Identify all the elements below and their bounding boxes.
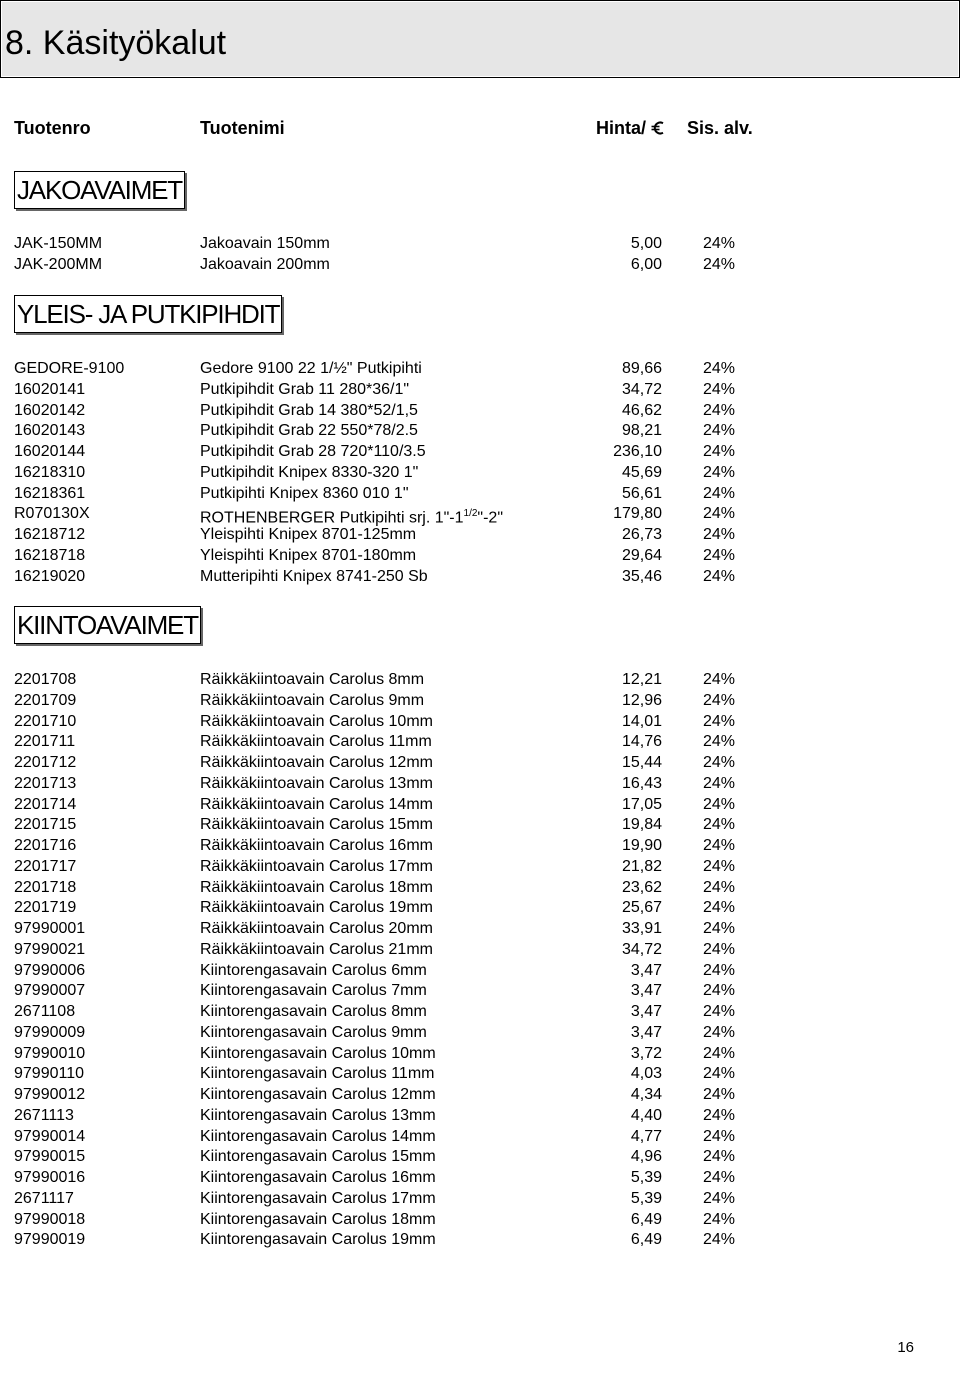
product-number: 97990110 xyxy=(14,1065,84,1083)
product-price: 19,84 xyxy=(621,816,662,834)
product-number: 16218361 xyxy=(14,484,86,502)
product-number: 97990012 xyxy=(14,1086,86,1103)
product-price: 17,05 xyxy=(621,795,662,813)
product-price: 98,21 xyxy=(621,422,662,440)
product-price: 5,00 xyxy=(630,235,662,252)
product-name: Räikkäkiintoavain Carolus 11mm xyxy=(200,733,432,751)
product-name: Yleispihti Knipex 8701-180mm xyxy=(200,546,417,564)
product-name: Kiintorengasavain Carolus 13mm xyxy=(200,1106,436,1124)
product-name: Kiintorengasavain Carolus 14mm xyxy=(200,1127,436,1145)
table-row xyxy=(0,690,960,711)
product-name: Räikkäkiintoavain Carolus 15mm xyxy=(200,816,433,834)
product-name: Mutteripihti Knipex 8741-250 Sb xyxy=(200,567,428,585)
product-number: JAK-200MM xyxy=(14,255,103,273)
product-price: 21,82 xyxy=(621,857,662,875)
product-price: 14,01 xyxy=(621,712,662,730)
product-number: 2201717 xyxy=(14,857,77,875)
product-name: Räikkäkiintoavain Carolus 12mm xyxy=(200,754,433,771)
product-number: 2201714 xyxy=(14,795,77,813)
product-number: 97990007 xyxy=(14,982,86,1000)
product-name: Putkipihdit Grab 11 280*36/1" xyxy=(200,380,410,398)
product-name-sup: 1/2 xyxy=(463,508,478,520)
product-number: 2671108 xyxy=(14,1003,76,1020)
table-row xyxy=(0,358,960,379)
product-price: 15,44 xyxy=(621,754,662,771)
product-name: Putkipihdit Grab 28 720*110/3.5 xyxy=(200,443,426,460)
product-name: Putkipihdit Grab 22 550*78/2.5 xyxy=(200,422,418,440)
page-title-bar xyxy=(0,0,960,78)
product-name: Kiintorengasavain Carolus 17mm xyxy=(200,1189,436,1207)
vat-rate: 24% xyxy=(702,816,735,834)
table-row xyxy=(0,918,960,939)
table-row xyxy=(0,835,960,856)
table-row xyxy=(0,1146,960,1167)
table-row xyxy=(0,980,960,1001)
product-price: 16,43 xyxy=(621,774,662,792)
product-price: 3,47 xyxy=(630,961,662,979)
vat-rate: 24% xyxy=(702,878,735,896)
product-number: 16218718 xyxy=(14,546,86,564)
section-title: YLEIS- JA PUTKIPIHDIT xyxy=(14,295,282,333)
vat-rate: 24% xyxy=(702,1189,735,1207)
vat-rate: 24% xyxy=(702,1003,735,1020)
product-name: Kiintorengasavain Carolus 9mm xyxy=(200,1023,427,1041)
vat-rate: 24% xyxy=(702,443,735,460)
vat-rate: 24% xyxy=(702,940,735,958)
vat-rate: 24% xyxy=(702,671,735,688)
product-name: Putkipihdit Knipex 8330-320 1" xyxy=(200,463,419,481)
product-number: 2671117 xyxy=(14,1189,74,1207)
table-row xyxy=(0,814,960,835)
product-name: Jakoavain 150mm xyxy=(200,235,330,252)
product-name: Yleispihti Knipex 8701-125mm xyxy=(200,526,417,543)
product-name: Kiintorengasavain Carolus 7mm xyxy=(200,982,427,1000)
product-price: 56,61 xyxy=(621,484,662,502)
product-number: 97990016 xyxy=(14,1169,86,1186)
header-hinta xyxy=(596,117,665,139)
table-row xyxy=(0,503,960,527)
product-number: GEDORE-9100 xyxy=(14,360,125,377)
table-row xyxy=(0,1126,960,1147)
table-row xyxy=(0,731,960,752)
table-row xyxy=(0,856,960,877)
product-number: 16020142 xyxy=(14,401,86,419)
product-name: Kiintorengasavain Carolus 19mm xyxy=(200,1231,436,1249)
product-name-main: ROTHENBERGER Putkipihti srj. 1"-1 xyxy=(200,509,464,527)
table-row xyxy=(0,1105,960,1126)
table-row xyxy=(0,897,960,918)
product-number: 2201709 xyxy=(14,691,77,709)
product-number: 97990006 xyxy=(14,961,86,979)
product-name: Kiintorengasavain Carolus 8mm xyxy=(200,1003,427,1020)
table-row xyxy=(0,1229,960,1250)
table-row xyxy=(0,420,960,441)
product-name: Gedore 9100 22 1/½" Putkipihti xyxy=(200,360,422,377)
vat-rate: 24% xyxy=(702,691,735,709)
table-row xyxy=(0,1043,960,1064)
product-price: 4,96 xyxy=(630,1148,662,1166)
vat-rate: 24% xyxy=(702,1023,735,1041)
vat-rate: 24% xyxy=(702,255,735,273)
vat-rate: 24% xyxy=(702,526,735,543)
product-number: 2201711 xyxy=(14,733,76,751)
product-price: 46,62 xyxy=(621,401,662,419)
product-name-end: "-2" xyxy=(477,509,504,527)
product-name: Räikkäkiintoavain Carolus 18mm xyxy=(200,878,433,896)
product-name: Räikkäkiintoavain Carolus 14mm xyxy=(200,795,433,813)
vat-rate: 24% xyxy=(702,982,735,1000)
product-price: 25,67 xyxy=(621,899,662,917)
vat-rate: 24% xyxy=(702,920,735,937)
vat-rate: 24% xyxy=(702,837,735,854)
product-number: 97990019 xyxy=(14,1231,86,1249)
product-number: 97990018 xyxy=(14,1210,86,1228)
product-price: 26,73 xyxy=(621,526,662,543)
header-hinta-label: Hinta/ xyxy=(596,118,647,138)
vat-rate: 24% xyxy=(702,235,735,252)
product-number: 16020144 xyxy=(14,443,86,460)
table-row xyxy=(0,233,960,254)
product-price: 89,66 xyxy=(621,360,662,377)
product-price: 236,10 xyxy=(613,443,662,460)
table-row xyxy=(0,669,960,690)
vat-rate: 24% xyxy=(702,899,735,917)
product-name: Räikkäkiintoavain Carolus 21mm xyxy=(200,940,433,958)
product-price: 179,80 xyxy=(613,505,662,523)
table-row xyxy=(0,400,960,421)
product-price: 4,34 xyxy=(630,1086,662,1103)
table-row xyxy=(0,483,960,504)
vat-rate: 24% xyxy=(702,1148,735,1166)
table-row xyxy=(0,960,960,981)
header-sis-alv: Sis. alv. xyxy=(687,118,753,138)
product-name: Kiintorengasavain Carolus 15mm xyxy=(200,1148,436,1166)
product-price: 3,47 xyxy=(630,1023,662,1041)
product-number: 2201716 xyxy=(14,837,77,854)
product-number: JAK-150MM xyxy=(14,235,103,252)
product-number: R070130X xyxy=(14,505,90,523)
table-row xyxy=(0,1084,960,1105)
vat-rate: 24% xyxy=(702,546,735,564)
product-number: 2201708 xyxy=(14,671,77,688)
product-price: 33,91 xyxy=(621,920,662,937)
product-name: Kiintorengasavain Carolus 10mm xyxy=(200,1044,436,1062)
product-name: Räikkäkiintoavain Carolus 16mm xyxy=(200,837,433,854)
table-row xyxy=(0,1167,960,1188)
vat-rate: 24% xyxy=(702,422,735,440)
table-row xyxy=(0,524,960,545)
vat-rate: 24% xyxy=(702,505,735,523)
table-row xyxy=(0,254,960,275)
vat-rate: 24% xyxy=(702,1086,735,1103)
table-row xyxy=(0,566,960,587)
product-price: 45,69 xyxy=(621,463,662,481)
product-name: Räikkäkiintoavain Carolus 13mm xyxy=(200,774,433,792)
product-name: Kiintorengasavain Carolus 12mm xyxy=(200,1086,436,1103)
product-number: 2201710 xyxy=(14,712,77,730)
product-number: 16020143 xyxy=(14,422,86,440)
product-number: 2201718 xyxy=(14,878,77,896)
table-row xyxy=(0,1022,960,1043)
table-row xyxy=(0,877,960,898)
product-price: 35,46 xyxy=(621,567,662,585)
product-price: 19,90 xyxy=(621,837,662,854)
product-number: 2201715 xyxy=(14,816,77,834)
product-name: Jakoavain 200mm xyxy=(200,255,330,273)
euro-icon xyxy=(651,120,665,136)
product-name: Räikkäkiintoavain Carolus 8mm xyxy=(200,671,425,688)
product-price: 6,00 xyxy=(630,255,662,273)
table-row xyxy=(0,773,960,794)
vat-rate: 24% xyxy=(702,1044,735,1062)
product-number: 97990010 xyxy=(14,1044,86,1062)
vat-rate: 24% xyxy=(702,857,735,875)
vat-rate: 24% xyxy=(702,360,735,377)
product-number: 16020141 xyxy=(14,380,86,398)
vat-rate: 24% xyxy=(702,1210,735,1228)
page-number: 16 xyxy=(897,1339,914,1356)
vat-rate: 24% xyxy=(702,463,735,481)
table-row xyxy=(0,939,960,960)
product-name: Kiintorengasavain Carolus 18mm xyxy=(200,1210,436,1228)
product-name: Räikkäkiintoavain Carolus 9mm xyxy=(200,691,425,709)
table-row xyxy=(0,462,960,483)
vat-rate: 24% xyxy=(702,1231,735,1249)
product-number: 97990001 xyxy=(14,920,86,937)
product-price: 4,77 xyxy=(630,1127,662,1145)
product-number: 97990009 xyxy=(14,1023,86,1041)
product-price: 4,40 xyxy=(630,1106,662,1124)
vat-rate: 24% xyxy=(702,567,735,585)
product-price: 23,62 xyxy=(621,878,662,896)
product-name: Kiintorengasavain Carolus 11mm xyxy=(200,1065,435,1083)
vat-rate: 24% xyxy=(702,1106,735,1124)
vat-rate: 24% xyxy=(702,380,735,398)
product-price: 12,96 xyxy=(621,691,662,709)
page-title: 8. Käsityökalut xyxy=(5,24,227,62)
product-name: Putkipihti Knipex 8360 010 1" xyxy=(200,484,409,502)
product-number: 2201713 xyxy=(14,774,77,792)
product-price: 34,72 xyxy=(621,380,662,398)
product-number: 2671113 xyxy=(14,1106,74,1124)
vat-rate: 24% xyxy=(702,1169,735,1186)
vat-rate: 24% xyxy=(702,961,735,979)
vat-rate: 24% xyxy=(702,401,735,419)
header-tuotenimi: Tuotenimi xyxy=(200,118,285,138)
section-title: JAKOAVAIMET xyxy=(14,171,185,209)
product-price: 3,47 xyxy=(630,982,662,1000)
table-row xyxy=(0,1063,960,1084)
product-price: 3,72 xyxy=(630,1044,662,1062)
vat-rate: 24% xyxy=(702,1127,735,1145)
product-number: 2201719 xyxy=(14,899,77,917)
product-number: 16218712 xyxy=(14,526,86,543)
product-price: 14,76 xyxy=(621,733,662,751)
product-price: 5,39 xyxy=(630,1189,662,1207)
table-row xyxy=(0,752,960,773)
table-row xyxy=(0,711,960,732)
table-row xyxy=(0,441,960,462)
product-number: 16219020 xyxy=(14,567,86,585)
product-price: 3,47 xyxy=(630,1003,662,1020)
vat-rate: 24% xyxy=(702,484,735,502)
product-name: Kiintorengasavain Carolus 6mm xyxy=(200,961,427,979)
product-price: 4,03 xyxy=(630,1065,662,1083)
product-name: Putkipihdit Grab 14 380*52/1,5 xyxy=(200,401,418,419)
product-price: 29,64 xyxy=(621,546,662,564)
product-price: 12,21 xyxy=(621,671,662,688)
product-number: 97990021 xyxy=(14,940,86,958)
table-row xyxy=(0,545,960,566)
vat-rate: 24% xyxy=(702,795,735,813)
product-price: 6,49 xyxy=(630,1210,662,1228)
vat-rate: 24% xyxy=(702,774,735,792)
product-name: Räikkäkiintoavain Carolus 20mm xyxy=(200,920,433,937)
product-name: Räikkäkiintoavain Carolus 19mm xyxy=(200,899,433,917)
product-price: 6,49 xyxy=(630,1231,662,1249)
section-title: KIINTOAVAIMET xyxy=(14,606,201,644)
product-number: 2201712 xyxy=(14,754,77,771)
product-price: 34,72 xyxy=(621,940,662,958)
header-tuotenro: Tuotenro xyxy=(14,118,91,138)
product-name: Räikkäkiintoavain Carolus 17mm xyxy=(200,857,433,875)
vat-rate: 24% xyxy=(702,754,735,771)
product-name: Räikkäkiintoavain Carolus 10mm xyxy=(200,712,433,730)
table-row xyxy=(0,1188,960,1209)
table-row xyxy=(0,794,960,815)
product-number: 97990014 xyxy=(14,1127,86,1145)
table-row xyxy=(0,379,960,400)
product-number: 97990015 xyxy=(14,1148,86,1166)
product-price: 5,39 xyxy=(630,1169,662,1186)
product-name: Kiintorengasavain Carolus 16mm xyxy=(200,1169,436,1186)
product-number: 16218310 xyxy=(14,463,86,481)
vat-rate: 24% xyxy=(702,712,735,730)
vat-rate: 24% xyxy=(702,733,735,751)
table-row xyxy=(0,1001,960,1022)
vat-rate: 24% xyxy=(702,1065,735,1083)
table-row xyxy=(0,1209,960,1230)
